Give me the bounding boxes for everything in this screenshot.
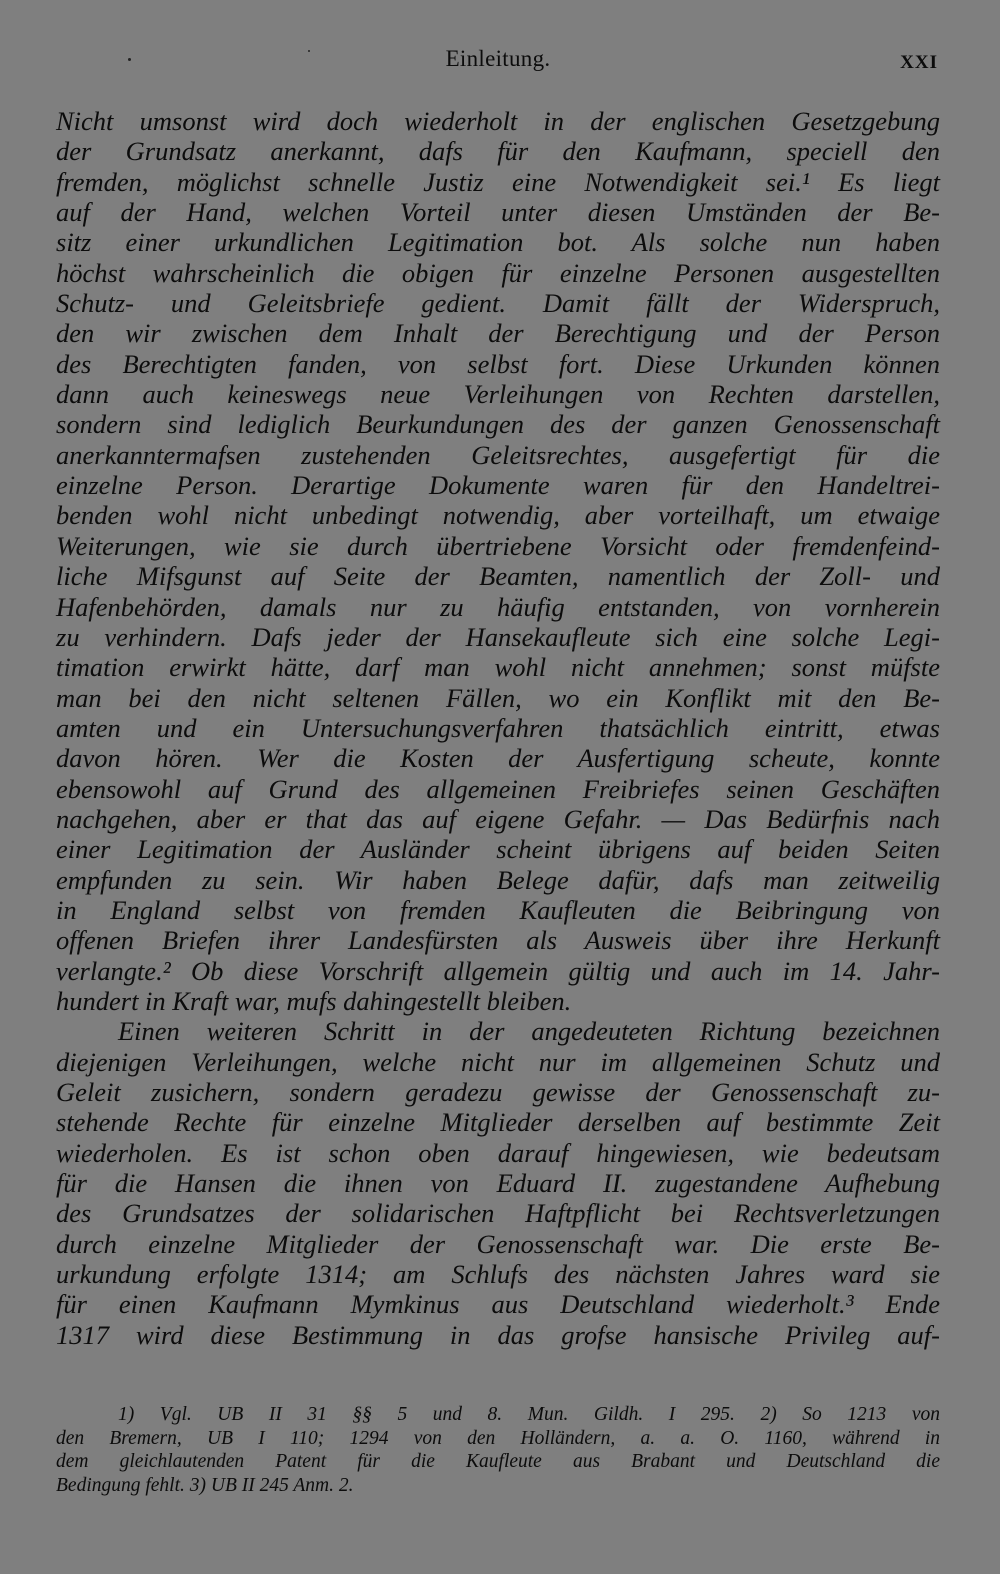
text-line: Weiterungen, wie sie durch übertriebene Vorsicht oder fremdenfeind-: [56, 530, 940, 561]
text-line: benden wohl nicht unbedingt notwendig, aber vorteilhaft, um etwaige: [56, 500, 940, 531]
running-title: Einleitung.: [445, 46, 551, 71]
text-line: davon hören. Wer die Kosten der Ausfertigung scheute, konnte: [56, 743, 940, 774]
text-line: der Grundsatz anerkannt, dafs für den Kaufmann, speciell den: [56, 136, 940, 167]
text-line: urkundung erfolgte 1314; am Schlufs des nächsten Jahres ward sie: [56, 1259, 940, 1290]
text-line: durch einzelne Mitglieder der Genossenschaft war. Die erste Be-: [56, 1228, 940, 1259]
footnote-line: Bedingung fehlt. 3) UB II 245 Anm. 2.: [56, 1474, 354, 1496]
text-line: Schutz- und Geleitsbriefe gedient. Damit fällt der Widerspruch,: [56, 288, 940, 319]
text-line: fremden, möglichst schnelle Justiz eine Notwendigkeit sei.¹ Es liegt: [56, 166, 940, 197]
text-line: offenen Briefen ihrer Landesfürsten als Ausweis über ihre Herkunft: [56, 925, 940, 956]
paragraph-2: [56, 1016, 940, 1350]
text-line: Geleit zusichern, sondern geradezu gewisse der Genossenschaft zu-: [56, 1077, 940, 1107]
text-line: ebensowohl auf Grund des allgemeinen Freibriefes seinen Geschäften: [56, 773, 940, 804]
text-line: Einen weiteren Schritt in der angedeuteten Richtung bezeichnen: [118, 1016, 940, 1047]
text-line: nachgehen, aber er that das auf eigene Gefahr. — Das Bedürfnis nach: [56, 803, 940, 834]
text-line: höchst wahrscheinlich die obigen für einzelne Personen ausgestellten: [56, 257, 940, 288]
text-line: für die Hansen die ihnen von Eduard II. zugestandene Aufhebung: [56, 1168, 940, 1199]
text-line: 1317 wird diese Bestimmung in das grofse hansische Privileg auf-: [56, 1319, 940, 1350]
text-line: auf der Hand, welchen Vorteil unter diesen Umständen der Be-: [56, 197, 940, 228]
text-line: sondern sind lediglich Beurkundungen des der ganzen Genossenschaft: [56, 409, 940, 440]
text-line: wiederholen. Es ist schon oben darauf hingewiesen, wie bedeutsam: [56, 1137, 940, 1168]
footnote-line: den Bremern, UB I 110; 1294 von den Holländern, a. a. O. 1160, während in: [56, 1427, 940, 1449]
text-line: diejenigen Verleihungen, welche nicht nur im allgemeinen Schutz und: [56, 1046, 940, 1077]
body-text: [56, 106, 940, 1350]
text-line: hundert in Kraft war, mufs dahingestellt bleiben.: [56, 985, 572, 1016]
text-line: zu verhindern. Dafs jeder der Hansekaufleute sich eine solche Legi-: [56, 621, 940, 652]
footnote-line: 1) Vgl. UB II 31 §§ 5 und 8. Mun. Gildh. I 295. 2) So 1213 von: [118, 1404, 940, 1425]
text-line: timation erwirkt hätte, darf man wohl nicht annehmen; sonst müfste: [56, 652, 940, 683]
text-line: man bei den nicht seltenen Fällen, wo ein Konflikt mit den Be-: [56, 682, 940, 713]
page-number: XXI: [900, 52, 938, 73]
text-line: Hafenbehörden, damals nur zu häufig entstanden, von vornherein: [56, 591, 940, 622]
text-line: anerkanntermafsen zustehenden Geleitsrechtes, ausgefertigt für die: [56, 439, 940, 470]
text-line: Nicht umsonst wird doch wiederholt in der englischen Gesetzgebung: [56, 106, 940, 136]
text-line: stehende Rechte für einzelne Mitglieder derselben auf bestimmte Zeit: [56, 1107, 940, 1138]
text-line: des Berechtigten fanden, von selbst fort. Diese Urkunden können: [56, 348, 940, 379]
paragraph-1: [56, 106, 940, 1016]
text-line: sitz einer urkundlichen Legitimation bot. Als solche nun haben: [56, 227, 940, 258]
page-header: [56, 44, 940, 84]
text-line: dann auch keineswegs neue Verleihungen von Rechten darstellen,: [56, 379, 940, 410]
footnotes: [56, 1403, 940, 1497]
text-line: für einen Kaufmann Mymkinus aus Deutschland wiederholt.³ Ende: [56, 1289, 940, 1320]
text-line: den wir zwischen dem Inhalt der Berechtigung und der Person: [56, 318, 940, 349]
text-line: liche Mifsgunst auf Seite der Beamten, namentlich der Zoll- und: [56, 561, 940, 592]
text-line: in England selbst von fremden Kaufleuten die Beibringung von: [56, 894, 940, 925]
text-line: des Grundsatzes der solidarischen Haftpflicht bei Rechtsverletzungen: [56, 1198, 940, 1229]
footnote-line: dem gleichlautenden Patent für die Kaufleute aus Brabant und Deutschland die: [56, 1451, 940, 1472]
text-line: einer Legitimation der Ausländer scheint übrigens auf beiden Seiten: [56, 834, 940, 865]
text-line: empfunden zu sein. Wir haben Belege dafür, dafs man zeitweilig: [56, 864, 940, 895]
text-line: einzelne Person. Derartige Dokumente waren für den Handeltrei-: [56, 470, 940, 501]
text-line: verlangte.² Ob diese Vorschrift allgemein gültig und auch im 14. Jahr-: [56, 955, 940, 986]
text-line: amten und ein Untersuchungsverfahren thatsächlich eintritt, etwas: [56, 712, 940, 743]
